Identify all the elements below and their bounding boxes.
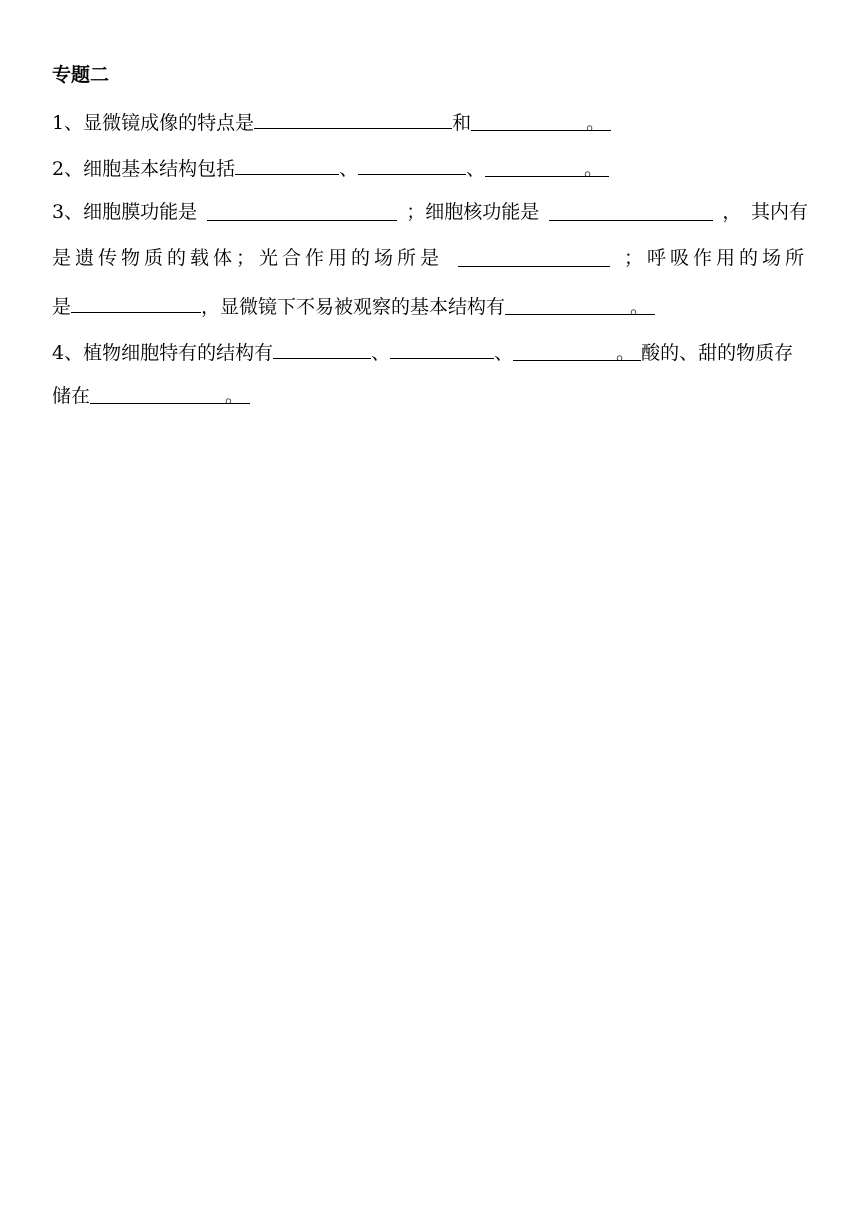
q2-blank-1[interactable] [235, 152, 339, 175]
q3-comma-2: ， [201, 296, 221, 318]
q4-sep-2: 、 [494, 342, 514, 364]
q1-blank-1[interactable] [254, 106, 452, 129]
question-4-line-1 [52, 336, 808, 367]
q4-blank-4[interactable] [90, 382, 250, 407]
q3-blank-5[interactable] [505, 293, 655, 318]
q2-prefix: 2、细胞基本结构包括 [52, 158, 236, 180]
q1-middle: 和 [452, 112, 472, 134]
question-3-line-2 [52, 244, 808, 272]
q2-sep-2: 、 [466, 158, 486, 180]
q3-end: 。 [630, 296, 650, 318]
q2-blank-2[interactable] [358, 152, 466, 175]
question-4-line-2 [52, 382, 808, 410]
q4-blank-3[interactable] [513, 339, 641, 364]
q4-blank-2[interactable] [390, 336, 494, 359]
q3-comma-1: ， [722, 201, 742, 223]
q3-blank-2[interactable] [549, 198, 713, 221]
q3-blank-1[interactable] [207, 198, 397, 221]
q1-prefix: 1、显微镜成像的特点是 [52, 112, 255, 134]
q3-tail-1: 其内有 [750, 201, 808, 223]
q2-end: 。 [584, 158, 604, 180]
q3-blank-3[interactable] [458, 244, 610, 267]
q3-line-2-prefix: 是遗传物质的载体；光合作用的场所是 [52, 247, 444, 269]
q1-blank-2[interactable] [471, 109, 611, 134]
question-1 [52, 106, 808, 137]
q3-line-3-mid: 显微镜下不易被观察的基本结构有 [220, 296, 506, 318]
q4-blank-1[interactable] [273, 336, 371, 359]
question-2 [52, 152, 808, 183]
q3-line-3-prefix: 是 [52, 296, 72, 318]
q3-prefix: 3、细胞膜功能是 [52, 201, 198, 223]
section-title: 专题二 [52, 64, 110, 86]
q4-line-2-prefix: 储在 [52, 385, 91, 407]
q1-end: 。 [586, 112, 606, 134]
q2-blank-3[interactable] [485, 155, 609, 180]
q4-prefix: 4、植物细胞特有的结构有 [52, 342, 274, 364]
q2-sep-1: 、 [339, 158, 359, 180]
q3-mid-1: ；细胞核功能是 [406, 201, 540, 223]
q3-blank-4[interactable] [71, 290, 201, 313]
q3-line-2-mid: ；呼吸作用的场所 [623, 247, 808, 269]
q4-sep-1: 、 [371, 342, 391, 364]
q4-line-2-end: 。 [225, 385, 245, 407]
question-3-line-3 [52, 290, 808, 321]
question-3-line-1 [52, 198, 808, 226]
q4-tail: 酸的、甜的物质存 [641, 342, 794, 364]
q4-end: 。 [616, 342, 636, 364]
